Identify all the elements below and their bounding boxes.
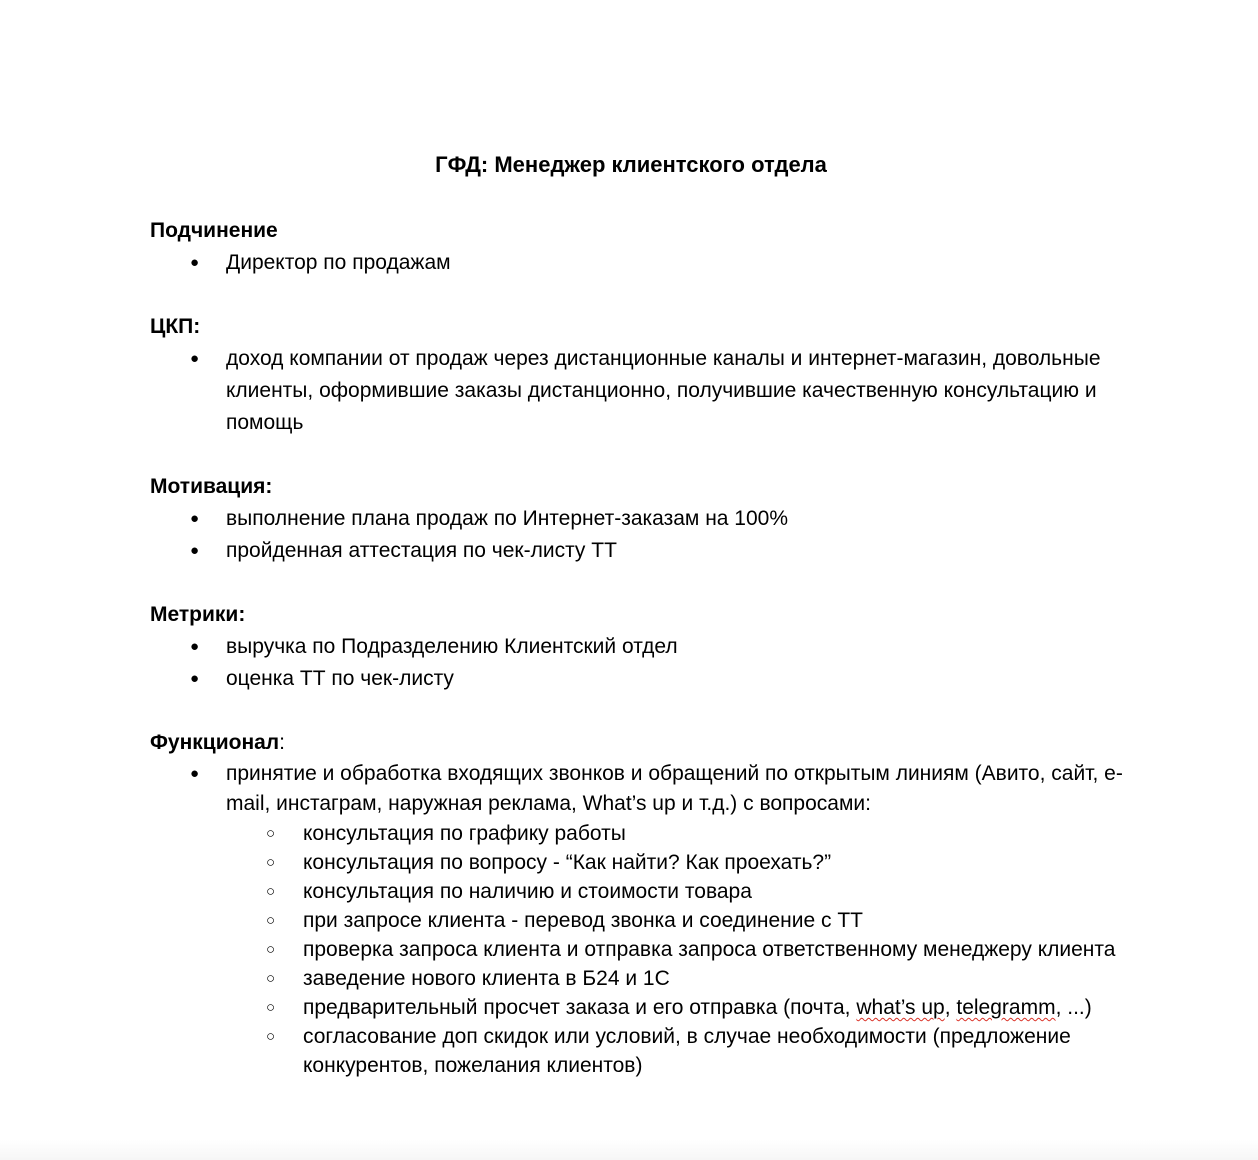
document-title: ГФД: Менеджер клиентского отдела bbox=[435, 152, 827, 177]
section-heading bbox=[150, 727, 1130, 759]
sub-list-item: ○ согласование доп скидок или условий, в случае необходимости (предложение конкурентов, пожелания клиентов) bbox=[150, 1022, 1130, 1080]
section-subordination bbox=[150, 215, 1130, 279]
list-item: ● выручка по Подразделению Клиентский отдел bbox=[150, 631, 1130, 663]
list-item: ● пройденная аттестация по чек-листу ТТ bbox=[150, 535, 1130, 567]
list-item: ● выполнение плана продаж по Интернет-заказам на 100% bbox=[150, 503, 1130, 535]
sub-list-item: ○ консультация по вопросу - “Как найти? Как проехать?” bbox=[150, 848, 1130, 877]
sub-list-item: ○ при запросе клиента - перевод звонка и соединение с ТТ bbox=[150, 906, 1130, 935]
text: предварительный просчет заказа и его отправка (почта, bbox=[303, 996, 857, 1019]
heading-text: Функционал bbox=[150, 731, 280, 754]
section-motivation bbox=[150, 471, 1130, 567]
list-item bbox=[150, 759, 1130, 1080]
section-heading: Мотивация: bbox=[150, 475, 273, 498]
heading-colon: : bbox=[279, 731, 285, 754]
list-item: ● оценка ТТ по чек-листу bbox=[150, 663, 1130, 695]
section-ckp bbox=[150, 311, 1130, 439]
section-heading: ЦКП: bbox=[150, 315, 201, 338]
misspelled-word[interactable]: what’s up bbox=[856, 996, 945, 1019]
document-body bbox=[150, 215, 1130, 1112]
sub-list-item: ○ консультация по наличию и стоимости товара bbox=[150, 877, 1130, 906]
section-heading: Метрики: bbox=[150, 603, 246, 626]
section-metrics bbox=[150, 599, 1130, 695]
sub-list-item: ○ заведение нового клиента в Б24 и 1С bbox=[150, 964, 1130, 993]
misspelled-word[interactable]: telegramm bbox=[956, 996, 1056, 1019]
page-bottom-shadow bbox=[0, 1140, 1258, 1160]
text: , bbox=[944, 996, 957, 1019]
list-item-text: принятие и обработка входящих звонков и обращений по открытым линиям (Авито, сайт, e-mail, инстаграм, наружная реклама, What’s up и т.д.) с вопросами: bbox=[226, 762, 1123, 815]
sub-list-item: ○ консультация по графику работы bbox=[150, 819, 1130, 848]
sub-list-item bbox=[150, 993, 1130, 1022]
list-item: ● доход компании от продаж через дистанционные каналы и интернет-магазин, довольные клиенты, оформившие заказы дистанционно, получившие качественную консультацию и помощь bbox=[150, 343, 1130, 439]
text: , ...) bbox=[1055, 996, 1092, 1019]
section-functional bbox=[150, 727, 1130, 1080]
sub-list-item: ○ проверка запроса клиента и отправка запроса ответственному менеджеру клиента bbox=[150, 935, 1130, 964]
list-item: ● Директор по продажам bbox=[150, 247, 1130, 279]
section-heading: Подчинение bbox=[150, 219, 278, 242]
